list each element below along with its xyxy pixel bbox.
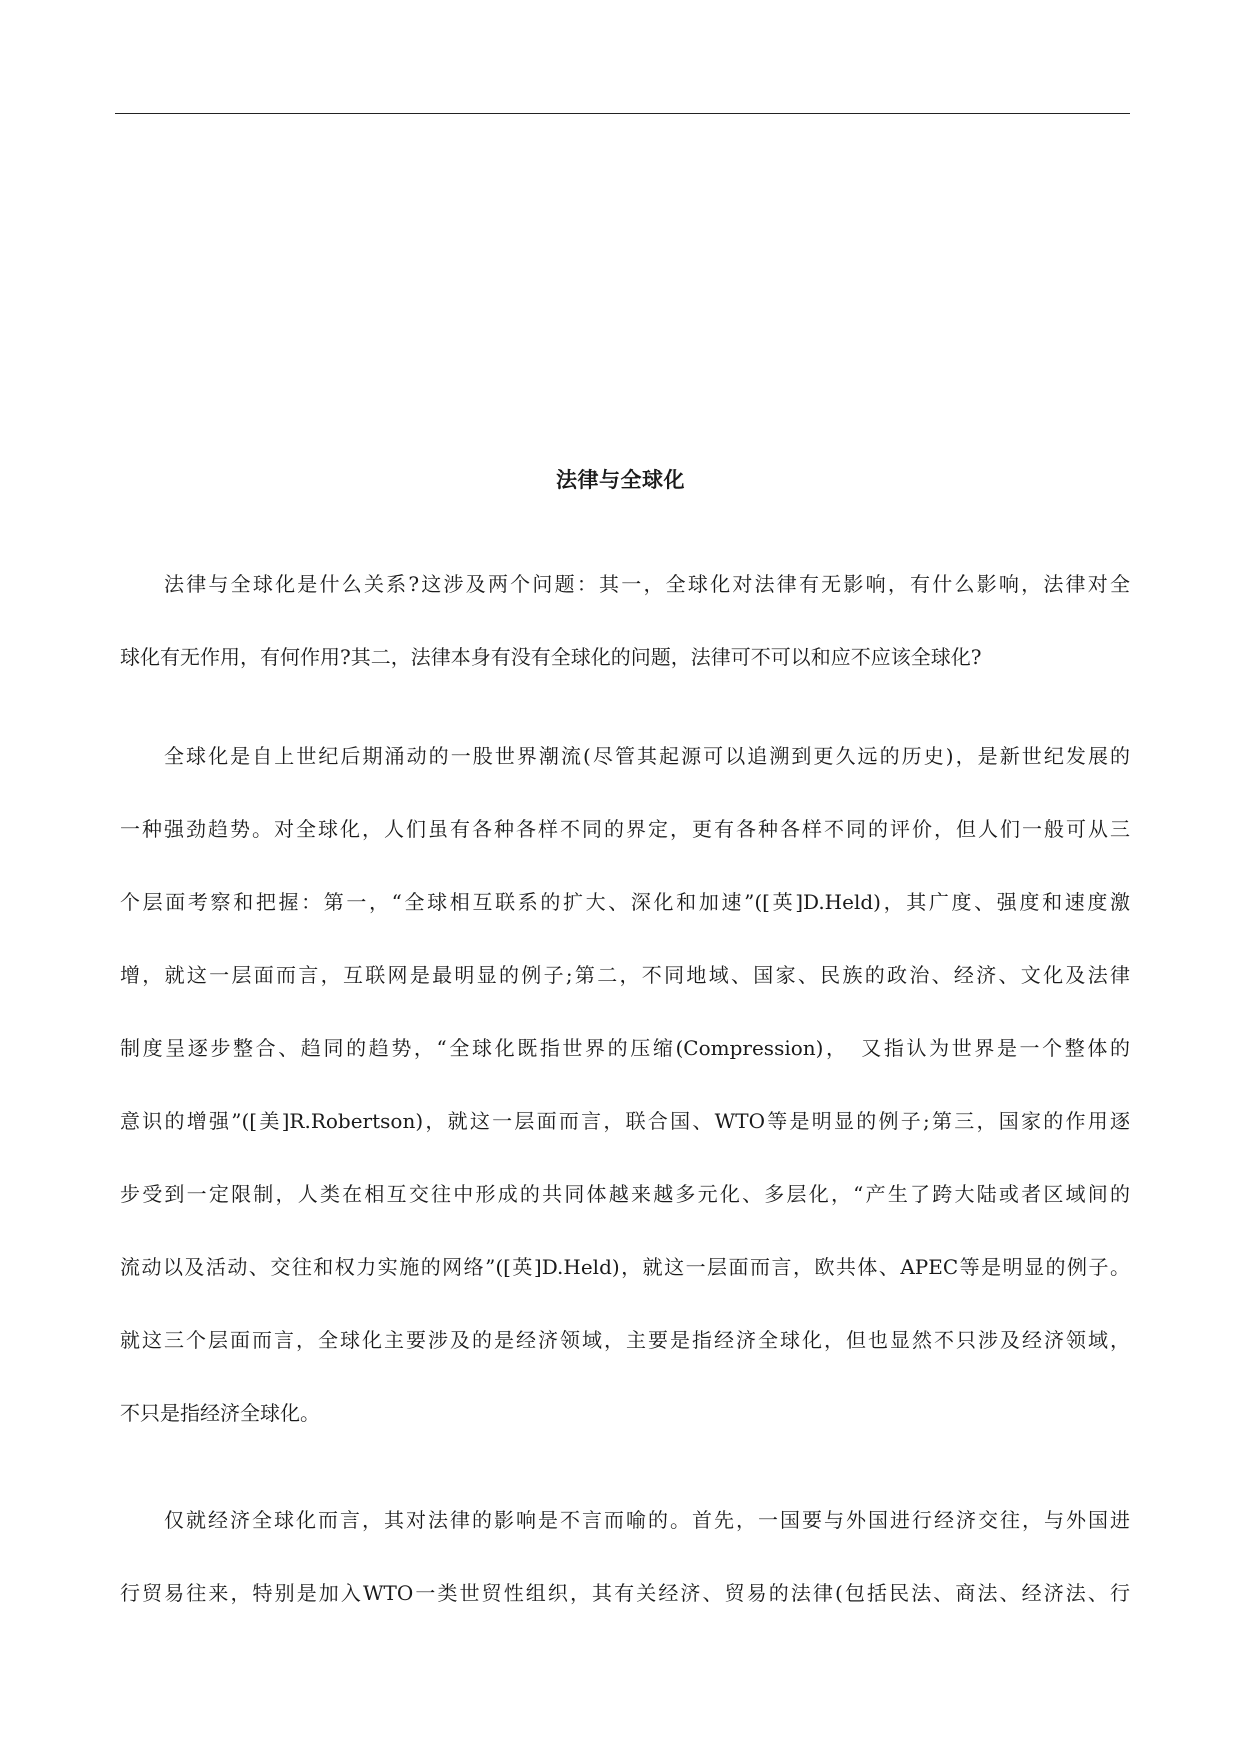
paragraph-line: 制度呈逐步整合、趋同的趋势，“全球化既指世界的压缩(Compression)， 又指认为世界是一个整体的 [120,1036,1130,1060]
paragraph-line: 球化有无作用，有何作用?其二，法律本身有没有全球化的问题，法律可不可以和应不应该全球化? [120,645,982,669]
document-title: 法律与全球化 [556,468,685,492]
paragraph-line: 全球化是自上世纪后期涌动的一股世界潮流(尽管其起源可以追溯到更久远的历史)，是新世纪发展的 [164,744,1130,768]
paragraph-3 [120,1484,1130,1630]
paragraph-line: 行贸易往来，特别是加入WTO一类世贸性组织，其有关经济、贸易的法律(包括民法、商法、经济法、行 [120,1581,1130,1605]
paragraph-line: 法律与全球化是什么关系?这涉及两个问题：其一，全球化对法律有无影响，有什么影响，法律对全 [164,572,1130,596]
paragraph-line: 增，就这一层面而言，互联网是最明显的例子;第二，不同地域、国家、民族的政治、经济、文化及法律 [120,963,1130,987]
paragraph-line: 流动以及活动、交往和权力实施的网络”([英]D.Held)，就这一层面而言，欧共体、APEC等是明显的例子。 [120,1255,1130,1279]
paragraph-line: 不只是指经济全球化。 [120,1401,320,1425]
paragraph-line: 步受到一定限制，人类在相互交往中形成的共同体越来越多元化、多层化，“产生了跨大陆或者区域间的 [120,1182,1130,1206]
paragraph-1 [120,548,1130,694]
paragraph-line: 一种强劲趋势。对全球化，人们虽有各种各样不同的界定，更有各种各样不同的评价，但人们一般可从三 [120,817,1130,841]
paragraph-line: 仅就经济全球化而言，其对法律的影响是不言而喻的。首先，一国要与外国进行经济交往，与外国进 [164,1508,1130,1532]
paragraph-line: 个层面考察和把握：第一，“全球相互联系的扩大、深化和加速”([英]D.Held)，其广度、强度和速度激 [120,890,1130,914]
paragraph-line: 意识的增强”([美]R.Robertson)，就这一层面而言，联合国、WTO等是明显的例子;第三，国家的作用逐 [120,1109,1130,1133]
paragraph-line: 就这三个层面而言，全球化主要涉及的是经济领域，主要是指经济全球化，但也显然不只涉及经济领域， [120,1328,1130,1352]
paragraph-2 [120,720,1130,1450]
header-rule [115,113,1130,114]
